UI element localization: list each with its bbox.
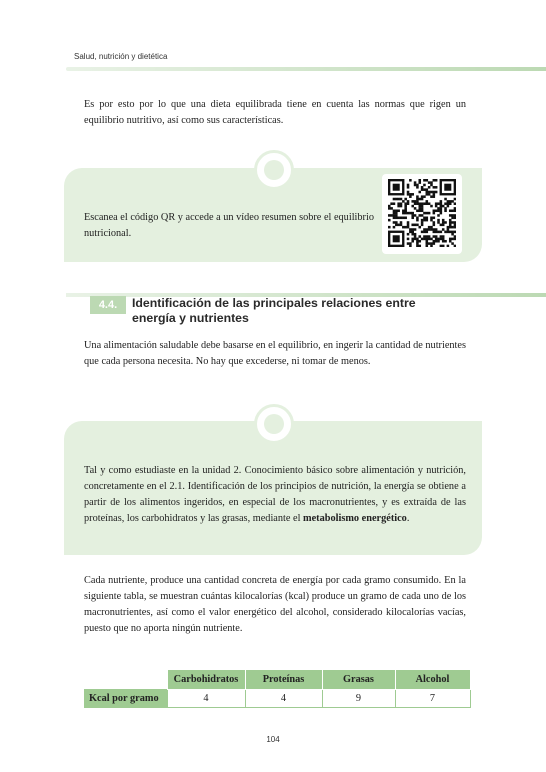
running-header: Salud, nutrición y dietética [74, 52, 168, 61]
section-title: Identificación de las principales relaciones entre energía y nutrientes [132, 296, 416, 325]
table-row [85, 690, 471, 708]
kcal-table [84, 669, 471, 708]
table-cell: 4 [245, 690, 322, 708]
table-header-cell: Carbohidratos [167, 670, 245, 690]
reminder-bold-term: metabolismo energético [303, 513, 407, 524]
qr-callout-text: Escanea el código QR y accede a un vídeo resumen sobre el equilibrio nutricional. [84, 212, 374, 239]
table-cell: 4 [167, 690, 245, 708]
section-paragraph: Una alimentación saludable debe basarse en el equilibrio, en ingerir la cantidad de nutrientes que cada persona necesita. No hay que excederse, ni tomar de menos. [84, 340, 466, 367]
apple-icon [254, 404, 294, 444]
intro-paragraph: Es por esto por lo que una dieta equilibrada tiene en cuenta las normas que rigen un equilibrio nutritivo, así como sus características. [84, 99, 466, 126]
page-number: 104 [266, 735, 280, 744]
table-cell: 7 [395, 690, 470, 708]
table-header-cell: Grasas [322, 670, 395, 690]
search-icon [254, 150, 294, 190]
section-number: 4.4. [90, 296, 126, 314]
table-row-label: Kcal por gramo [85, 690, 168, 708]
header-rule [66, 67, 546, 71]
qr-code-icon[interactable] [382, 174, 462, 254]
table-cell: 9 [322, 690, 395, 708]
nutrient-paragraph: Cada nutriente, produce una cantidad concreta de energía por cada gramo consumido. En la siguiente tabla, se muestran cuántas kilocalorías (kcal) produce un gramo de cada uno de los macronutrientes, así como el valor energético del alcohol, considerado kilocalorías vacías, puesto que no aporta ningún nutriente. [84, 575, 466, 634]
table-header-row [85, 670, 471, 690]
table-header-cell: Proteínas [245, 670, 322, 690]
table-header-cell: Alcohol [395, 670, 470, 690]
reminder-text: Tal y como estudiaste en la unidad 2. Conocimiento básico sobre alimentación y nutrición, concretamente en el 2.1. Identificación de los principios de nutrición, la energía se obtiene a partir de los alimentos ingeridos, en especial de los macronutrientes, y es extraída de las proteínas, los carbohidratos y las grasas, mediante el metabolismo energético. [84, 465, 466, 524]
